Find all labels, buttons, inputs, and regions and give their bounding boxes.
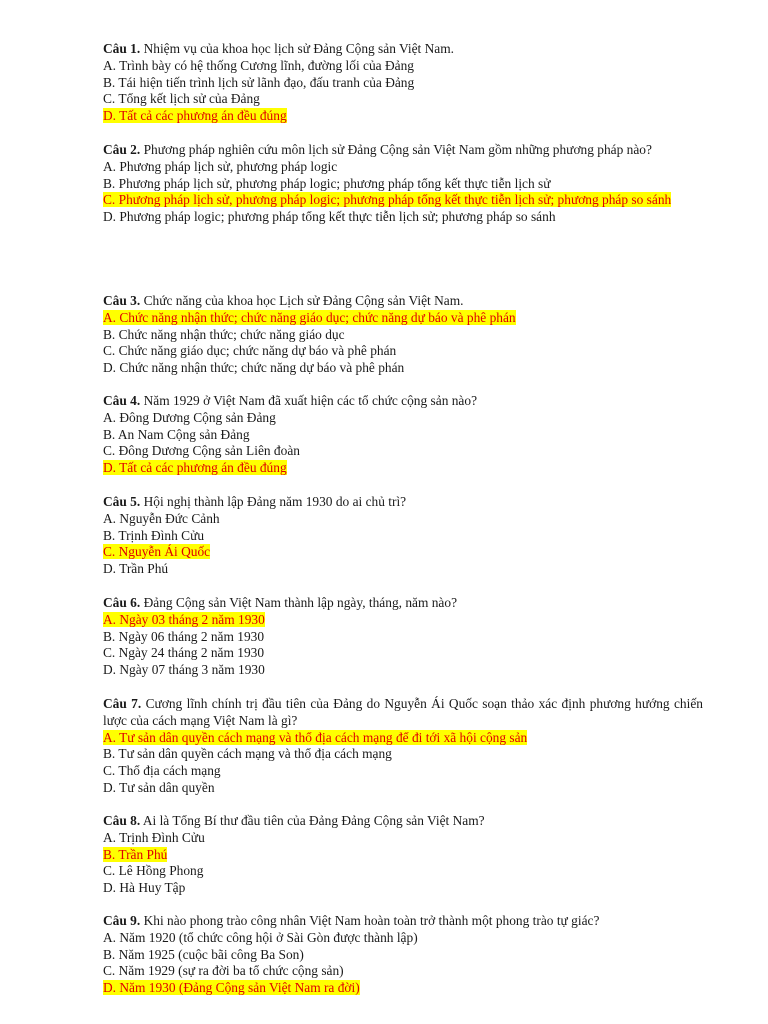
answer-option: D. Chức năng nhận thức; chức năng dự báo và phê phán (103, 360, 405, 376)
question-text: Ai là Tổng Bí thư đầu tiên của Đảng Đảng Cộng sản Việt Nam? (142, 813, 485, 828)
question-number: Câu 6. (103, 595, 141, 610)
question-number: Câu 9. (103, 913, 141, 928)
question-text: Chức năng của khoa học Lịch sử Đảng Cộng sản Việt Nam. (143, 293, 464, 308)
answer-option: B. Chức năng nhận thức; chức năng giáo dục (103, 326, 345, 342)
answer-option: C. Đông Dương Cộng sản Liên đoàn (103, 443, 300, 459)
question-text: Khi nào phong trào công nhân Việt Nam hoàn toàn trở thành một phong trào tự giác? (143, 913, 600, 928)
answer-option: B. Trịnh Đình Cửu (103, 527, 205, 543)
answer-option: A. Trịnh Đình Cửu (103, 829, 205, 845)
question-stem (103, 494, 703, 511)
question-number: Câu 5. (103, 494, 141, 509)
answer-option: D. Trần Phú (103, 561, 169, 577)
correct-answer-option: A. Tư sản dân quyền cách mạng và thổ địa cách mạng để đi tới xã hội cộng sản (103, 729, 528, 745)
question-stem (103, 595, 703, 612)
question-block (103, 913, 703, 997)
question-block (103, 41, 703, 125)
question-text: Cương lĩnh chính trị đầu tiên của Đảng do Nguyễn Ái Quốc soạn thảo xác định phương hướng chiến lược của cách mạng Việt Nam là gì? (103, 696, 703, 728)
question-stem (103, 142, 703, 159)
answer-option: C. Thổ địa cách mạng (103, 763, 221, 779)
answer-option: B. Tư sản dân quyền cách mạng và thổ địa cách mạng (103, 746, 392, 762)
question-number: Câu 4. (103, 393, 141, 408)
question-text: Nhiệm vụ của khoa học lịch sử Đảng Cộng sản Việt Nam. (143, 41, 454, 56)
answer-option: C. Lê Hồng Phong (103, 863, 204, 879)
question-block (103, 293, 703, 377)
correct-answer-option: C. Phương pháp lịch sử, phương pháp logic; phương pháp tổng kết thực tiễn lịch sử; phương pháp so sánh (103, 192, 672, 208)
answer-option: C. Tổng kết lịch sử của Đảng (103, 91, 260, 107)
answer-option: D. Hà Huy Tập (103, 880, 186, 896)
correct-answer-option: D. Tất cả các phương án đều đúng (103, 460, 287, 476)
correct-answer-option: D. Tất cả các phương án đều đúng (103, 108, 287, 124)
question-block (103, 696, 703, 797)
question-block (103, 595, 703, 679)
correct-answer-option: B. Trần Phú (103, 846, 168, 862)
question-number: Câu 2. (103, 142, 141, 157)
correct-answer-option: A. Ngày 03 tháng 2 năm 1930 (103, 611, 265, 627)
answer-option: B. Năm 1925 (cuộc bãi công Ba Son) (103, 946, 304, 962)
answer-option: A. Trình bày có hệ thống Cương lĩnh, đường lối của Đảng (103, 57, 414, 73)
answer-option: D. Phương pháp logic; phương pháp tổng kết thực tiễn lịch sử; phương pháp so sánh (103, 209, 556, 225)
answer-option: C. Chức năng giáo dục; chức năng dự báo và phê phán (103, 343, 397, 359)
question-block (103, 494, 703, 578)
correct-answer-option: C. Nguyễn Ái Quốc (103, 544, 211, 560)
question-number: Câu 7. (103, 696, 142, 711)
answer-option: B. An Nam Cộng sản Đảng (103, 426, 250, 442)
question-stem (103, 813, 703, 830)
question-number: Câu 1. (103, 41, 141, 56)
answer-option: A. Phương pháp lịch sử, phương pháp logic (103, 158, 338, 174)
question-stem (103, 293, 703, 310)
question-text: Năm 1929 ở Việt Nam đã xuất hiện các tổ chức cộng sản nào? (143, 393, 478, 408)
question-stem (103, 41, 703, 58)
question-text: Đảng Cộng sản Việt Nam thành lập ngày, tháng, năm nào? (143, 595, 458, 610)
answer-option: D. Ngày 07 tháng 3 năm 1930 (103, 662, 265, 678)
correct-answer-option: D. Năm 1930 (Đảng Cộng sản Việt Nam ra đời) (103, 980, 360, 996)
answer-option: A. Đông Dương Cộng sản Đảng (103, 409, 276, 425)
answer-option: B. Phương pháp lịch sử, phương pháp logic; phương pháp tổng kết thực tiễn lịch sử (103, 175, 551, 191)
answer-option: A. Năm 1920 (tổ chức công hội ở Sài Gòn được thành lập) (103, 929, 418, 945)
answer-option: A. Nguyễn Đức Cảnh (103, 510, 220, 526)
question-stem (103, 393, 703, 410)
correct-answer-option: A. Chức năng nhận thức; chức năng giáo dục; chức năng dự báo và phê phán (103, 309, 516, 325)
question-block (103, 393, 703, 477)
question-stem (103, 696, 703, 730)
answer-option: C. Ngày 24 tháng 2 năm 1930 (103, 645, 265, 661)
question-number: Câu 8. (103, 813, 141, 828)
answer-option: B. Ngày 06 tháng 2 năm 1930 (103, 628, 265, 644)
answer-option: D. Tư sản dân quyền (103, 779, 215, 795)
answer-option: B. Tái hiện tiến trình lịch sử lãnh đạo, đấu tranh của Đảng (103, 74, 415, 90)
question-text: Phương pháp nghiên cứu môn lịch sử Đảng Cộng sản Việt Nam gồm những phương pháp nào? (143, 142, 652, 157)
question-stem (103, 913, 703, 930)
question-block (103, 142, 703, 226)
question-number: Câu 3. (103, 293, 141, 308)
question-text: Hội nghị thành lập Đảng năm 1930 do ai chủ trì? (143, 494, 407, 509)
answer-option: C. Năm 1929 (sự ra đời ba tổ chức cộng sản) (103, 963, 344, 979)
question-block (103, 813, 703, 897)
